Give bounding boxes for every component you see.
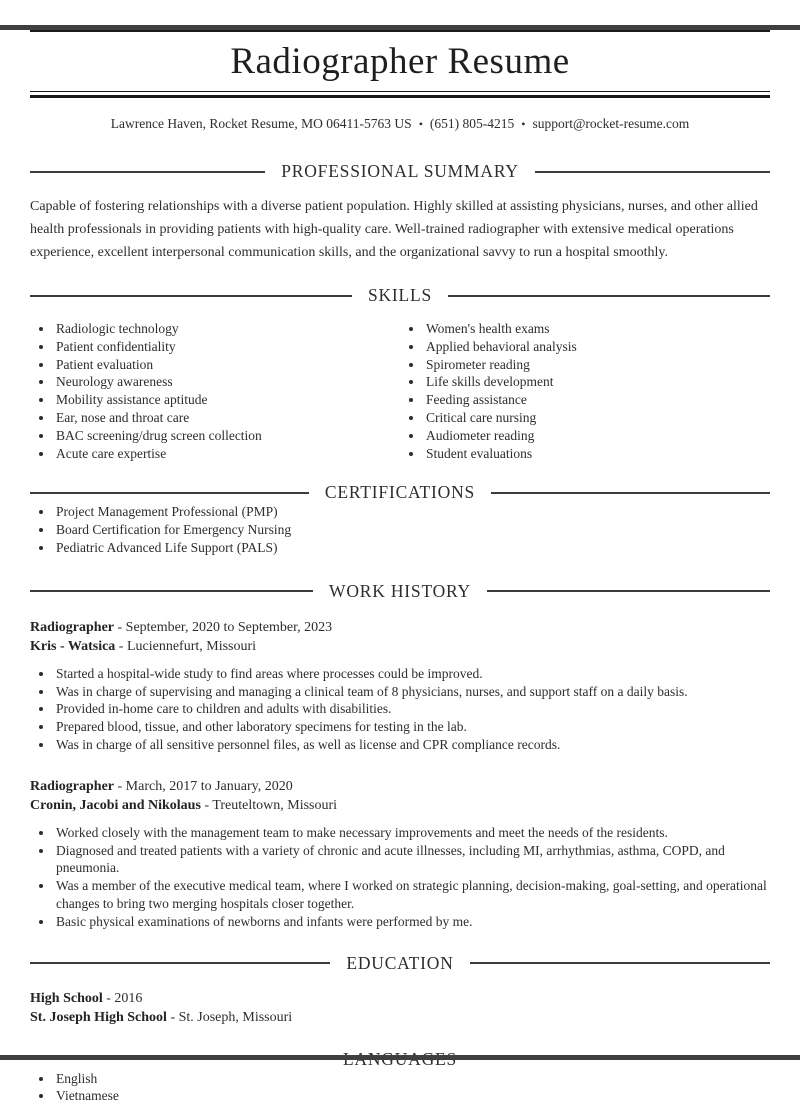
job-title-line: [30, 618, 770, 637]
languages-list: [30, 1070, 770, 1105]
skill-item: • Critical care nursing: [424, 409, 770, 427]
skill-item: • Patient evaluation: [54, 356, 400, 374]
header-rule-right: [470, 962, 770, 964]
job-duty: • Provided in-home care to children and adults with disabilities.: [54, 700, 770, 718]
certification-item: • Project Management Professional (PMP): [54, 503, 770, 521]
skill-item: • Ear, nose and throat care: [54, 409, 400, 427]
contact-line: [30, 116, 770, 132]
skill-item: • Radiologic technology: [54, 320, 400, 338]
language-item: • English: [54, 1070, 770, 1088]
bottom-border-bar: [0, 1055, 800, 1060]
job-company-line: [30, 637, 770, 656]
job-duty: • Prepared blood, tissue, and other laboratory specimens for testing in the lab.: [54, 718, 770, 736]
header-rule-right: [535, 171, 770, 173]
skill-item: • Neurology awareness: [54, 373, 400, 391]
skill-item: • BAC screening/drug screen collection: [54, 427, 400, 445]
job-location: - Luciennefurt, Missouri: [115, 638, 257, 654]
header-rule-left: [30, 295, 352, 297]
skills-list-right: [400, 320, 770, 462]
page-title: Radiographer Resume: [230, 41, 570, 82]
section-title-skills: SKILLS: [367, 285, 433, 305]
job-company-line: [30, 796, 770, 815]
contact-email: support@rocket-resume.com: [532, 116, 690, 131]
contact-address: Lawrence Haven, Rocket Resume, MO 06411-5763 US: [110, 116, 412, 131]
header-rule-left: [30, 590, 313, 592]
education-location: - St. Joseph, Missouri: [166, 1009, 293, 1025]
section-title-work-history: WORK HISTORY: [329, 580, 471, 601]
job-title-line: [30, 777, 770, 796]
header-rule-right: [487, 590, 770, 592]
certification-item: • Board Certification for Emergency Nursing: [54, 521, 770, 539]
work-history-entry: [30, 618, 770, 754]
section-header-skills: [30, 285, 770, 306]
job-duties-list: [30, 824, 770, 931]
education-year: - 2016: [102, 990, 143, 1006]
skill-item: • Applied behavioral analysis: [424, 338, 770, 356]
section-title-professional-summary: PROFESSIONAL SUMMARY: [281, 161, 519, 181]
education-degree: High School: [30, 990, 103, 1006]
section-title-education: EDUCATION: [346, 952, 454, 973]
header-rule-left: [30, 492, 309, 494]
job-title: Radiographer: [30, 778, 114, 794]
summary-paragraph: Capable of fostering relationships with a diverse patient population. Highly skilled at assisting physicians, nurses, and other allied health professionals in providing patients with high-quality care. Well-trained radiographer with extensive medical operations experience, excellent interpersonal communication skills, and the organizational savvy to run a hospital smoothly.: [30, 199, 758, 260]
job-duty: • Diagnosed and treated patients with a variety of chronic and acute illnesses, including MI, arrhythmias, asthma, COPD, and pneumonia.: [54, 842, 770, 878]
header-rule-right: [491, 492, 770, 494]
skill-item: • Acute care expertise: [54, 445, 400, 463]
top-border-bar: [0, 25, 800, 30]
skill-item: • Feeding assistance: [424, 391, 770, 409]
job-duties-list: [30, 665, 770, 754]
education-entry: [30, 989, 770, 1027]
education-school: St. Joseph High School: [30, 1009, 167, 1025]
contact-separator: •: [521, 117, 526, 131]
skill-item: • Mobility assistance aptitude: [54, 391, 400, 409]
certifications-list: [30, 503, 770, 556]
skill-item: • Student evaluations: [424, 445, 770, 463]
section-header-education: [30, 953, 770, 974]
job-duty: • Was a member of the executive medical team, where I worked on strategic planning, decision-making, goal-setting, and operational changes to bring two merging hospitals closer together.: [54, 877, 770, 913]
work-history-entry: [30, 777, 770, 931]
section-header-work-history: [30, 581, 770, 602]
contact-separator: •: [418, 117, 423, 131]
header-rule-left: [30, 962, 330, 964]
skills-columns: [30, 320, 770, 462]
double-rule-under-title: [30, 91, 770, 98]
header-rule-left: [30, 171, 265, 173]
education-school-line: [30, 1008, 770, 1027]
job-duty: • Was in charge of supervising and managing a clinical team of 8 physicians, nurses, and support staff on a daily basis.: [54, 683, 770, 701]
job-title: Radiographer: [30, 619, 114, 635]
certification-item: • Pediatric Advanced Life Support (PALS): [54, 539, 770, 557]
skill-item: • Life skills development: [424, 373, 770, 391]
resume-document: [0, 25, 800, 1105]
job-company: Cronin, Jacobi and Nikolaus: [30, 797, 201, 813]
skills-column-left: [30, 320, 400, 462]
section-header-certifications: [30, 482, 770, 503]
section-header-professional-summary: [30, 161, 770, 182]
skill-item: • Patient confidentiality: [54, 338, 400, 356]
language-item: • Vietnamese: [54, 1087, 770, 1105]
section-title-certifications: CERTIFICATIONS: [324, 482, 476, 503]
skill-item: • Women's health exams: [424, 320, 770, 338]
header-rule-right: [448, 295, 770, 297]
job-dates: - March, 2017 to January, 2020: [114, 778, 293, 794]
job-duty: • Worked closely with the management team to make necessary improvements and meet the needs of the residents.: [54, 824, 770, 842]
skill-item: • Spirometer reading: [424, 356, 770, 374]
job-company: Kris - Watsica: [30, 638, 116, 654]
skills-list-left: [30, 320, 400, 462]
skill-item: • Audiometer reading: [424, 427, 770, 445]
education-degree-line: [30, 989, 770, 1008]
skills-column-right: [400, 320, 770, 462]
job-duty: • Was in charge of all sensitive personnel files, as well as license and CPR compliance records.: [54, 736, 770, 754]
job-dates: - September, 2020 to September, 2023: [114, 619, 333, 635]
contact-phone: (651) 805-4215: [429, 116, 515, 131]
job-location: - Treuteltown, Missouri: [200, 797, 338, 813]
job-duty: • Basic physical examinations of newborns and infants were performed by me.: [54, 913, 770, 931]
job-duty: • Started a hospital-wide study to find areas where processes could be improved.: [54, 665, 770, 683]
